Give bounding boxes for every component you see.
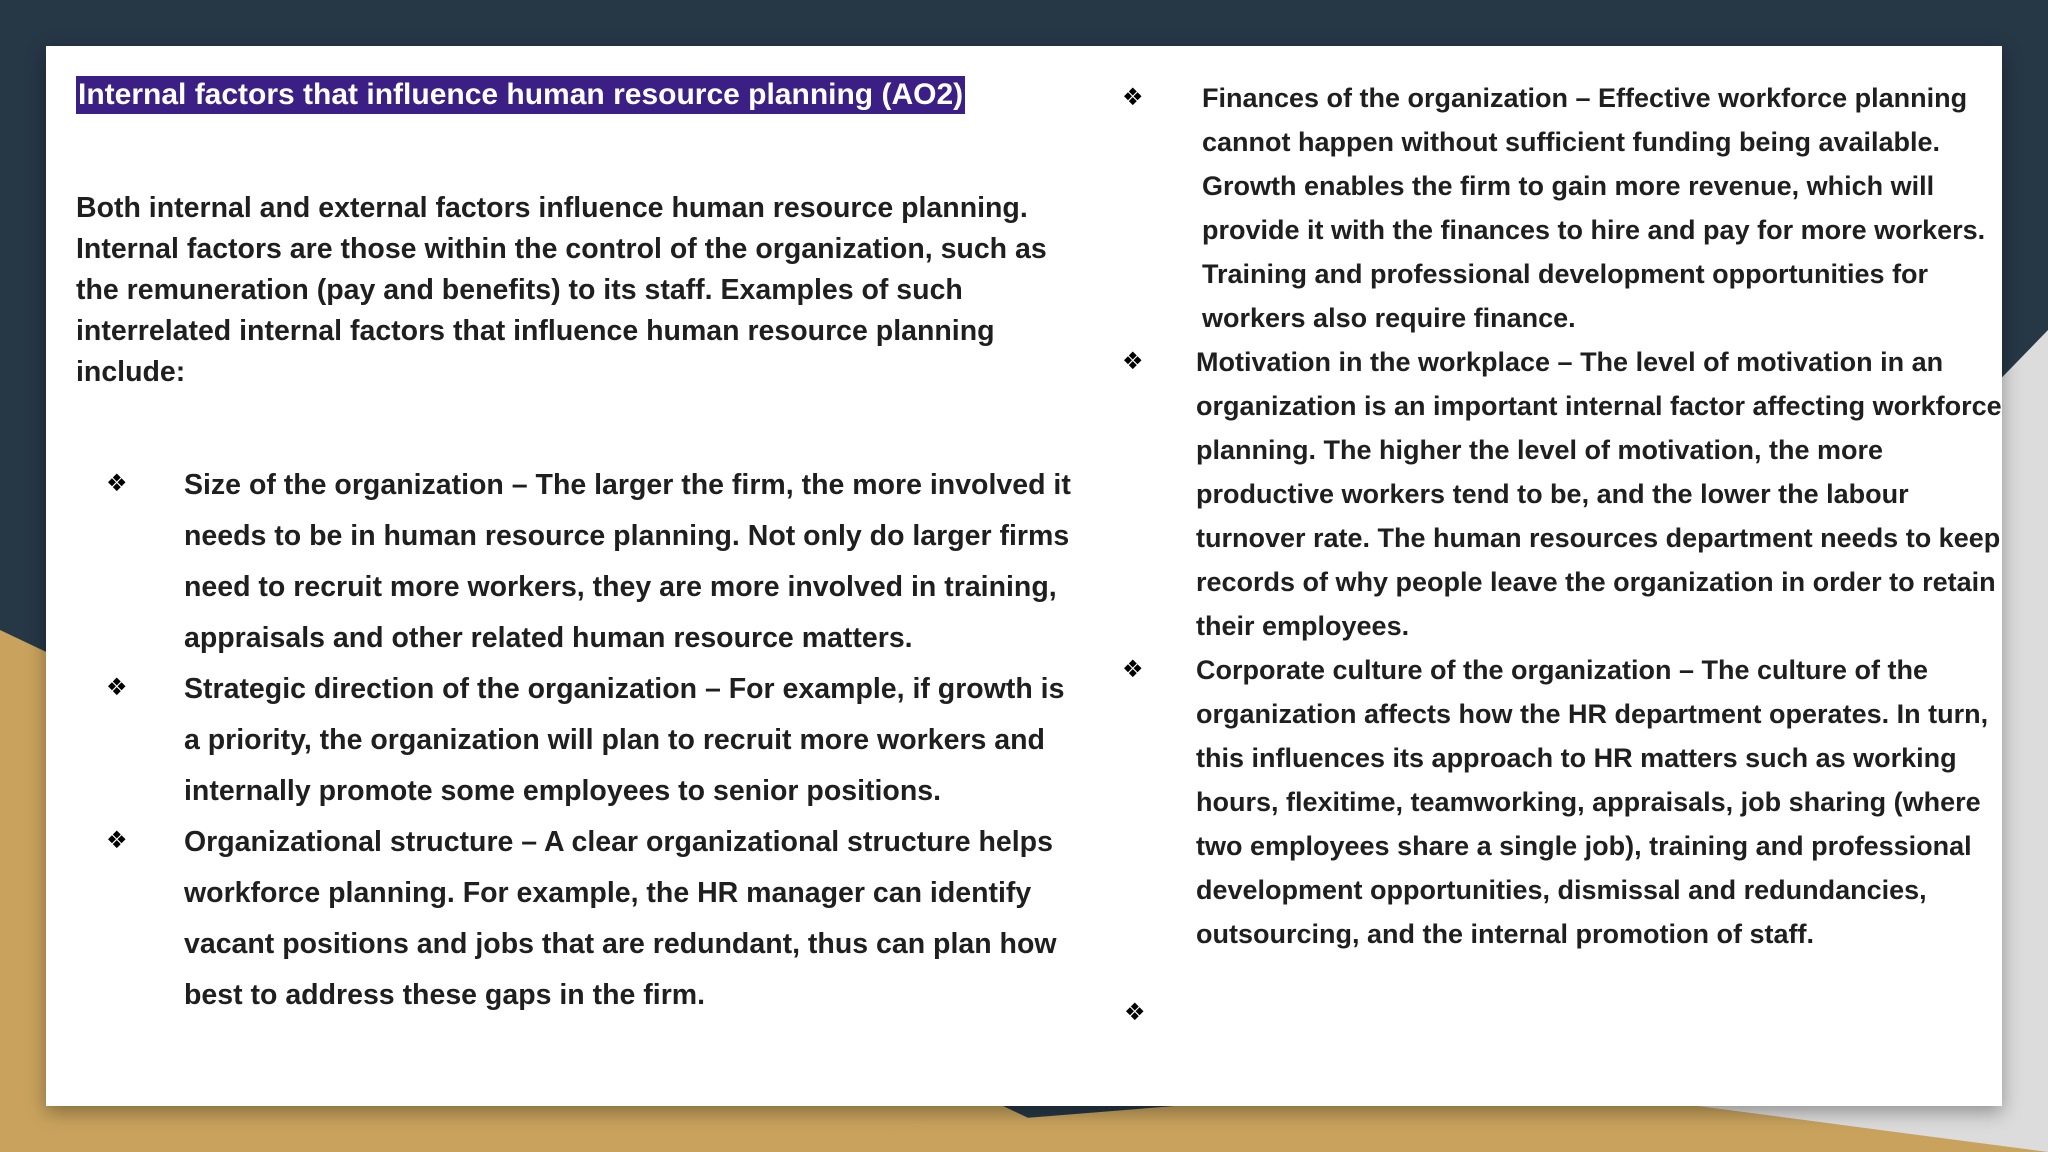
item-text-size: Size of the organization – The larger the firm, the more involved it needs to be in human resource planning. Not only do larger firms need to recruit more workers, they are more involved in training, appraisals and other related human resource matters. bbox=[184, 469, 1071, 654]
empty-diamond-bullet-icon: ❖ bbox=[1124, 999, 1146, 1026]
diamond-bullet-icon: ❖ bbox=[106, 470, 128, 497]
item-text-motivation: Motivation in the workplace – The level of motivation in an organization is an important internal factor affecting workforce planning. The higher the level of motivation, the more productive workers tend to be, and the lower the labour turnover rate. The human resources department needs to keep records of why people leave the organization in order to retain their employees. bbox=[1196, 347, 2002, 641]
left-bullet-list bbox=[76, 460, 1086, 1021]
diamond-bullet-icon: ❖ bbox=[106, 674, 128, 701]
item-text-strategic-direction: Strategic direction of the organization – For example, if growth is a priority, the organization will plan to recruit more workers and internally promote some employees to senior positions. bbox=[184, 673, 1065, 807]
list-item bbox=[76, 664, 1086, 817]
diamond-bullet-icon: ❖ bbox=[1122, 84, 1144, 111]
slide-content bbox=[46, 46, 2002, 1106]
list-item bbox=[76, 817, 1086, 1021]
diamond-bullet-icon: ❖ bbox=[106, 827, 128, 854]
item-text-finances: Finances of the organization – Effective workforce planning cannot happen without sufficient funding being available. Growth enables the firm to gain more revenue, which will provide it with the finances to hire and pay for more workers. Training and professional development opportunities for workers also require finance. bbox=[1202, 83, 1986, 333]
list-item bbox=[1122, 340, 2002, 648]
right-bullet-list bbox=[1122, 76, 2002, 956]
list-item bbox=[76, 460, 1086, 664]
item-text-structure: Organizational structure – A clear organizational structure helps workforce planning. For example, the HR manager can identify vacant positions and jobs that are redundant, thus can plan how best to address these gaps in the firm. bbox=[184, 826, 1057, 1011]
item-text-culture: Corporate culture of the organization – The culture of the organization affects how the HR department operates. In turn, this influences its approach to HR matters such as working hours, flexitime, teamworking, appraisals, job sharing (where two employees share a single job), training and professional development opportunities, dismissal and redundancies, outsourcing, and the internal promotion of staff. bbox=[1196, 655, 1989, 949]
list-item bbox=[1122, 76, 2002, 340]
list-item bbox=[1122, 648, 2002, 956]
diamond-bullet-icon: ❖ bbox=[1122, 348, 1144, 375]
slide-title: Internal factors that influence human resource planning (AO2) bbox=[76, 76, 965, 114]
diamond-bullet-icon: ❖ bbox=[1122, 656, 1144, 683]
intro-paragraph: Both internal and external factors influence human resource planning. Internal factors are those within the control of the organization, such as the remuneration (pay and benefits) to its staff. Examples of such interrelated internal factors that influence human resource planning include: bbox=[76, 192, 1047, 388]
